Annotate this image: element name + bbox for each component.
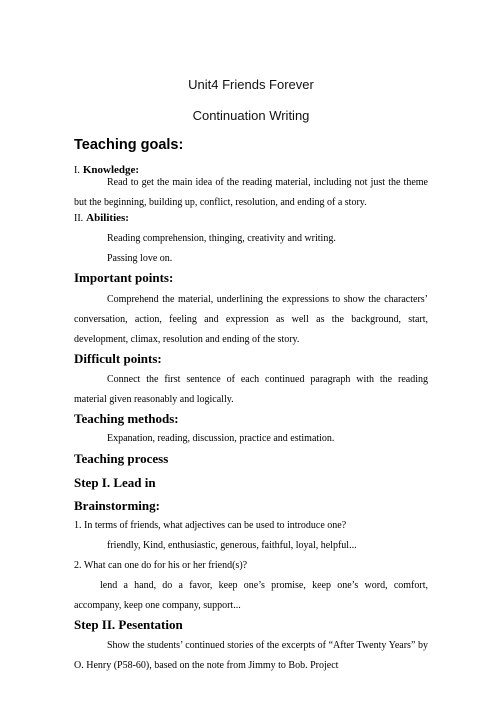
heading-teaching-goals: Teaching goals:: [74, 137, 184, 153]
heading-abilities-label: Abilities:: [86, 212, 129, 224]
heading-difficult-points: Difficult points:: [74, 351, 162, 366]
document-subtitle: Continuation Writing: [192, 108, 310, 123]
heading-important-points: Important points:: [74, 270, 174, 285]
document-title: Unit4 Friends Forever: [188, 77, 314, 92]
abilities-line-2: Passing love on.: [107, 253, 173, 264]
heading-knowledge-label: Knowledge:: [82, 164, 140, 176]
heading-teaching-methods: Teaching methods:: [74, 411, 179, 426]
heading-step-2: Step II. Pesentation: [74, 617, 183, 632]
heading-knowledge-number: I.: [74, 165, 80, 176]
answer-2: lend a hand, do a favor, keep one’s promise, keep one’s word, comfort, accompany, keep one company, support...: [74, 580, 428, 611]
question-1: 1. In terms of friends, what adjectives can be used to introduce one?: [74, 520, 347, 531]
heading-step-1: Step I. Lead in: [74, 475, 156, 490]
heading-abilities: [74, 212, 129, 224]
answer-1: friendly, Kind, enthusiastic, generous, faithful, loyal, helpful...: [107, 540, 357, 551]
abilities-line-1: Reading comprehension, thinging, creativity and writing.: [107, 233, 336, 244]
heading-teaching-process: Teaching process: [74, 451, 169, 466]
heading-abilities-number: II.: [74, 213, 84, 224]
question-2: 2. What can one do for his or her friend(s)?: [74, 560, 248, 571]
presentation-paragraph: Show the students’ continued stories of the excerpts of “After Twenty Years” by O. Henry (P58-60), based on the note from Jimmy to Bob. Project: [74, 640, 428, 671]
important-points-paragraph: Comprehend the material, underlining the expressions to show the characters’ conversation, action, feeling and expression as well as the background, start, development, climax, resolution and ending of the story.: [74, 294, 428, 345]
knowledge-paragraph: Read to get the main idea of the reading material, including not just the theme but the beginning, building up, conflict, resolution, and ending of a story.: [74, 177, 428, 208]
heading-brainstorming: Brainstorming:: [74, 498, 160, 513]
teaching-methods-text: Expanation, reading, discussion, practice and estimation.: [107, 433, 335, 444]
difficult-points-paragraph: Connect the first sentence of each continued paragraph with the reading material given reasonably and logically.: [74, 374, 428, 405]
